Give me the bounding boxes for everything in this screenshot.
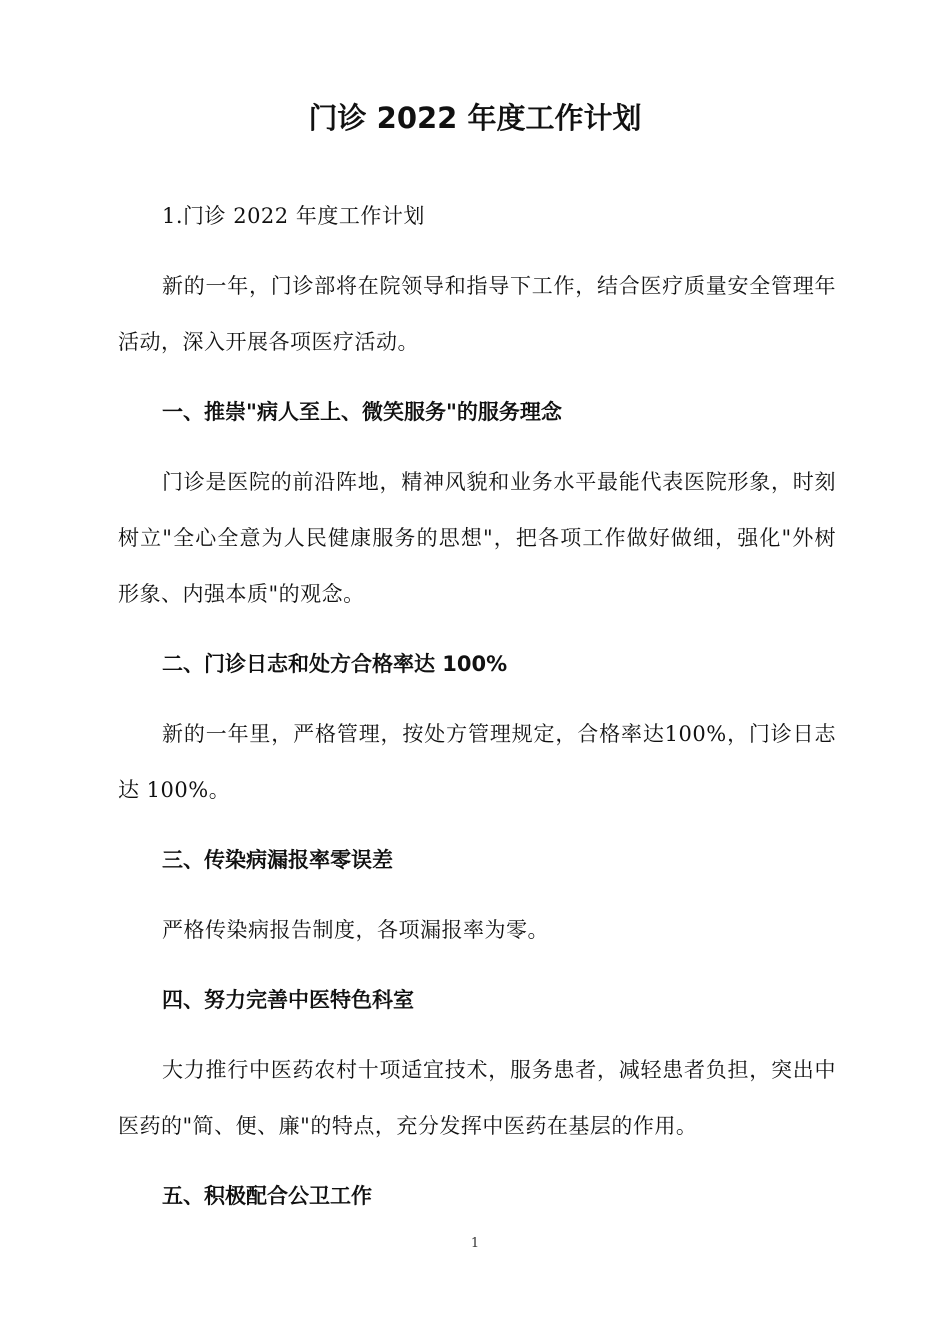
- section-heading-3: 三、传染病漏报率零误差: [162, 848, 393, 872]
- document-title: 门诊 2022 年度工作计划: [308, 101, 642, 135]
- section-heading-4: 四、努力完善中医特色科室: [162, 988, 414, 1012]
- section-body-2: 新的一年里，严格管理，按处方管理规定，合格率达100%，门诊日志达 100%。: [118, 722, 836, 802]
- section-body-4: 大力推行中医药农村十项适宜技术，服务患者，减轻患者负担，突出中医药的"简、便、廉"的特点，充分发挥中医药在基层的作用。: [118, 1058, 836, 1138]
- page-number: 1: [470, 1236, 480, 1251]
- section-heading-5: 五、积极配合公卫工作: [162, 1184, 372, 1208]
- section-body-1: 门诊是医院的前沿阵地，精神风貌和业务水平最能代表医院形象，时刻树立"全心全意为人民健康服务的思想"，把各项工作做好做细，强化"外树形象、内强本质"的观念。: [118, 470, 836, 606]
- section-heading-1: 一、推崇"病人至上、微笑服务"的服务理念: [162, 400, 562, 424]
- document-body: [118, 188, 836, 1224]
- subtitle-paragraph: 1.门诊 2022 年度工作计划: [162, 204, 425, 228]
- section-heading-2: 二、门诊日志和处方合格率达 100%: [162, 652, 508, 676]
- section-body-3: 严格传染病报告制度，各项漏报率为零。: [162, 918, 549, 942]
- intro-paragraph: 新的一年，门诊部将在院领导和指导下工作，结合医疗质量安全管理年活动，深入开展各项医疗活动。: [118, 274, 836, 354]
